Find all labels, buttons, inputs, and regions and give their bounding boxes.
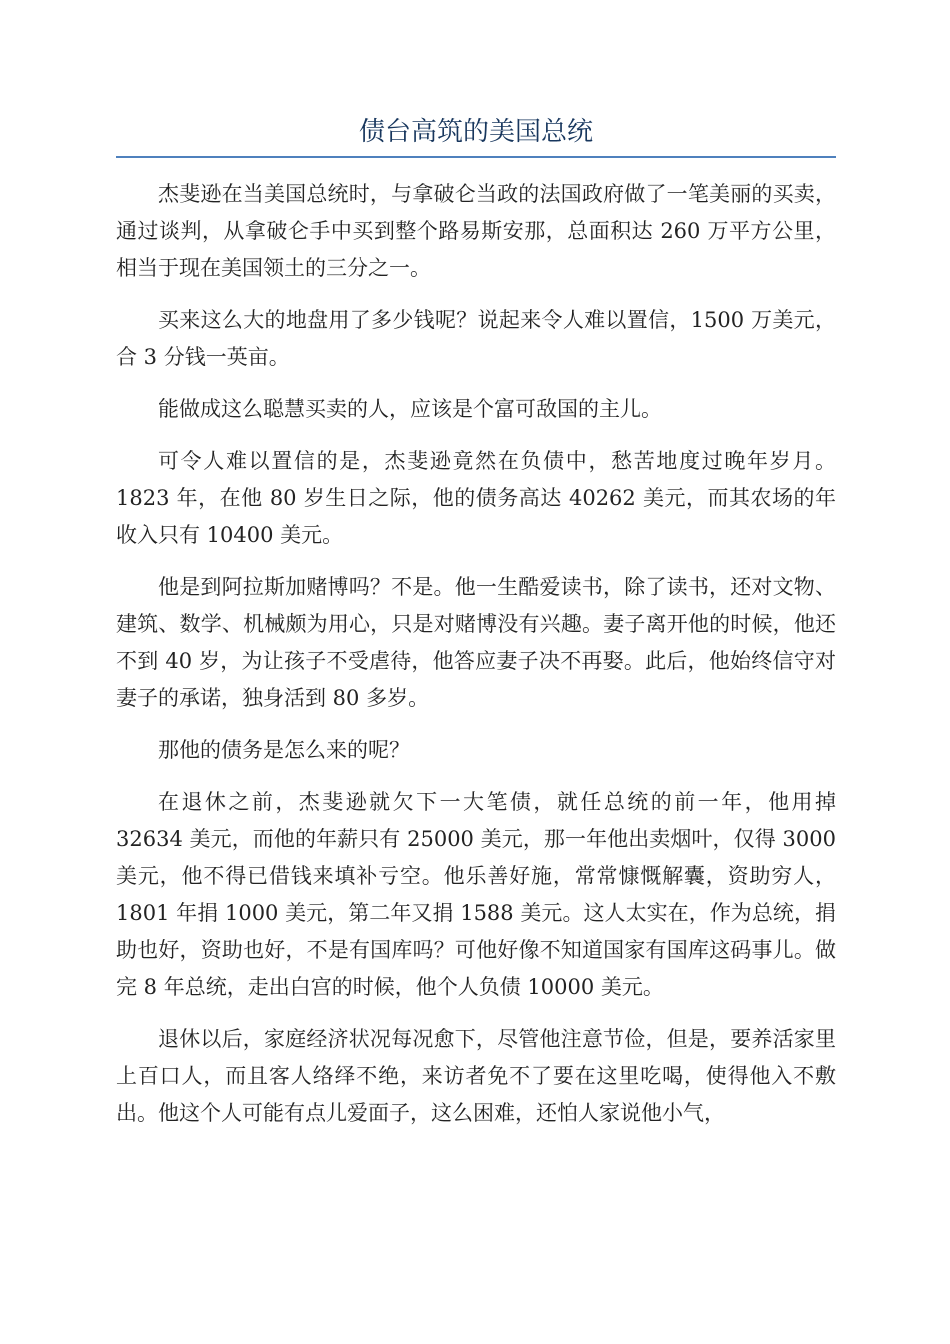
paragraph-6: 那他的债务是怎么来的呢？	[158, 738, 410, 762]
title-block	[116, 112, 836, 158]
paragraph-3: 能做成这么聪慧买卖的人，应该是个富可敌国的主儿。	[158, 397, 662, 421]
paragraph-1: 杰斐逊在当美国总统时，与拿破仑当政的法国政府做了一笔美丽的买卖，通过谈判，从拿破仑手中买到整个路易斯安那，总面积达 260 万平方公里，相当于现在美国领土的三分之一。	[116, 182, 836, 280]
page-title: 债台高筑的美国总统	[358, 117, 593, 147]
paragraph-4: 可令人难以置信的是，杰斐逊竟然在负债中，愁苦地度过晚年岁月。1823 年，在他 80 岁生日之际，他的债务高达 40262 美元，而其农场的年收入只有 10400 美元。	[116, 449, 836, 547]
paragraph-2: 买来这么大的地盘用了多少钱呢？说起来令人难以置信，1500 万美元，合 3 分钱一英亩。	[116, 308, 836, 369]
paragraph-5: 他是到阿拉斯加赌博吗？不是。他一生酷爱读书，除了读书，还对文物、建筑、数学、机械颇为用心，只是对赌博没有兴趣。妻子离开他的时候，他还不到 40 岁，为让孩子不受虐待，他答应妻子决不再娶。此后，他始终信守对妻子的承诺，独身活到 80 多岁。	[116, 575, 836, 710]
paragraph-8: 退休以后，家庭经济状况每况愈下，尽管他注意节俭，但是，要养活家里上百口人，而且客人络绎不绝，来访者免不了要在这里吃喝，使得他入不敷出。他这个人可能有点儿爱面子，这么困难，还怕人家说他小气，	[116, 1027, 836, 1125]
article-body	[116, 176, 836, 1147]
paragraph-7: 在退休之前，杰斐逊就欠下一大笔债，就任总统的前一年，他用掉 32634 美元，而他的年薪只有 25000 美元，那一年他出卖烟叶，仅得 3000 美元，他不得已借钱来填补亏空。他乐善好施，常常慷慨解囊，资助穷人，1801 年捐 1000 美元，第二年又捐 1588 美元。这人太实在，作为总统，捐助也好，资助也好，不是有国库吗？可他好像不知道国家有国库这码事儿。做完 8 年总统，走出白宫的时候，他个人负债 10000 美元。	[116, 790, 836, 999]
